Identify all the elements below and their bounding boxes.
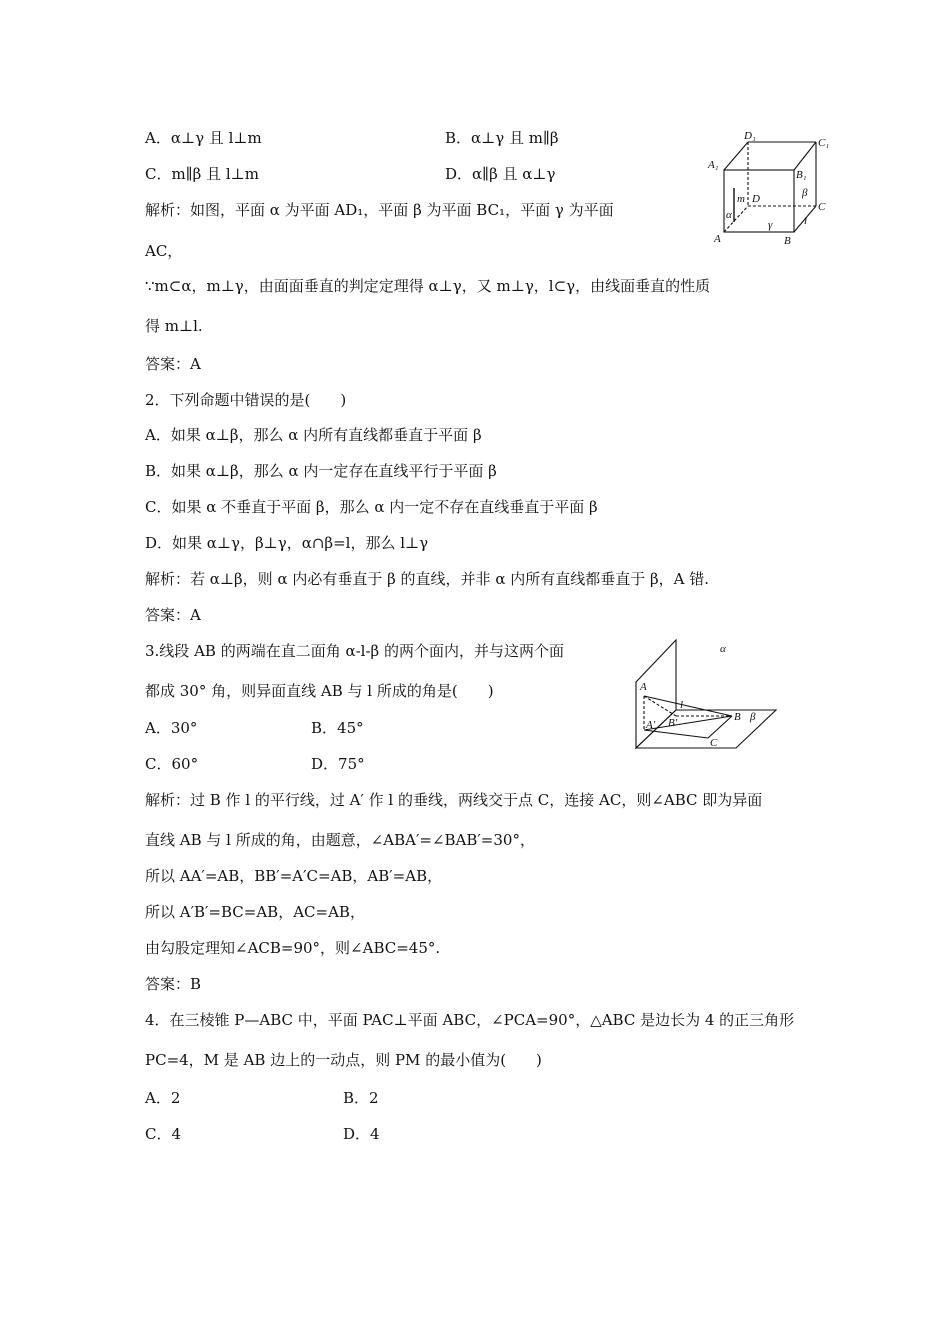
q4-option-c: C．4 [145, 1125, 182, 1143]
q4-option-d: D．4 [343, 1125, 380, 1143]
q3-option-a: A．30° [145, 719, 198, 737]
q3-stem-line1: 3.线段 AB 的两端在直二面角 α-l-β 的两个面内，并与这两个面 [145, 642, 564, 660]
q3-analysis-line2: 直线 AB 与 l 所成的角，由题意，∠ABA′=∠BAB′=30°， [145, 831, 535, 849]
q3-option-b: B．45° [311, 719, 364, 737]
q1-answer: 答案：A [145, 355, 201, 373]
q4-stem-line1: 4．在三棱锥 P—ABC 中，平面 PAC⊥平面 ABC，∠PCA=90°，△ABC 是边长为 4 的正三角形 [145, 1011, 795, 1029]
q1-analysis-line3: ∵m⊂α，m⊥γ，由面面垂直的判定定理得 α⊥γ，又 m⊥γ，l⊂γ，由线面垂直的性质 [145, 277, 711, 295]
q1-fig-label-l: l [804, 215, 808, 227]
q3-option-d: D．75° [311, 755, 365, 773]
q3-fig-label-c: C [710, 737, 718, 749]
q3-analysis-line1: 解析：过 B 作 l 的平行线，过 A′ 作 l 的垂线，两线交于点 C，连接 AC，则∠ABC 即为异面 [145, 791, 763, 809]
q1-fig-label-d: D [752, 193, 760, 205]
q1-fig-label-d1: D₁ [744, 130, 756, 142]
q1-option-b: B．α⊥γ 且 m∥β [445, 129, 559, 147]
q3-dihedral-figure [628, 638, 778, 754]
q3-fig-label-b: B [734, 711, 741, 723]
q3-fig-label-alpha: α [720, 643, 726, 655]
q1-option-a: A．α⊥γ 且 l⊥m [145, 129, 262, 147]
q1-fig-label-beta: β [802, 187, 808, 199]
q1-fig-label-c1: C₁ [818, 137, 830, 149]
q1-fig-label-alpha: α [726, 209, 732, 221]
q1-analysis-line2: AC， [145, 242, 183, 260]
q1-fig-label-a1: A₁ [708, 159, 719, 171]
q2-option-c: C．如果 α 不垂直于平面 β，那么 α 内一定不存在直线垂直于平面 β [145, 498, 598, 516]
q3-fig-label-beta: β [750, 711, 756, 723]
q1-fig-label-c: C [818, 201, 826, 213]
q3-answer: 答案：B [145, 975, 202, 993]
q1-cube-figure [700, 130, 835, 248]
q4-stem-line2: PC=4，M 是 AB 边上的一动点，则 PM 的最小值为( ) [145, 1051, 542, 1069]
q1-fig-label-b1: B₁ [796, 169, 807, 181]
q2-stem: 2．下列命题中错误的是( ) [145, 391, 347, 409]
q3-analysis-line4: 所以 A′B′=BC=AB，AC=AB， [145, 903, 365, 921]
q2-answer: 答案：A [145, 606, 201, 624]
q1-fig-label-a: A [714, 233, 721, 245]
q1-analysis-line1: 解析：如图，平面 α 为平面 AD₁，平面 β 为平面 BC₁，平面 γ 为平面 [145, 201, 614, 219]
q1-fig-label-gamma: γ [768, 219, 773, 231]
q1-option-d: D．α∥β 且 α⊥γ [445, 165, 556, 183]
q2-analysis: 解析：若 α⊥β，则 α 内必有垂直于 β 的直线，并非 α 内所有直线都垂直于 β，A 错. [145, 570, 710, 588]
q1-fig-label-b: B [784, 235, 791, 247]
q1-analysis-line4: 得 m⊥l. [145, 317, 203, 335]
q3-fig-label-l: l [680, 699, 684, 711]
q4-option-a: A．2 [145, 1089, 181, 1107]
q1-option-c: C．m∥β 且 l⊥m [145, 165, 259, 183]
q1-fig-label-m: m [737, 193, 745, 205]
q3-analysis-line5: 由勾股定理知∠ACB=90°，则∠ABC=45°. [145, 939, 441, 957]
q3-fig-label-a-prime: A′ [646, 719, 656, 731]
q3-option-c: C．60° [145, 755, 199, 773]
q2-option-d: D．如果 α⊥γ，β⊥γ，α∩β=l，那么 l⊥γ [145, 534, 429, 552]
q2-option-b: B．如果 α⊥β，那么 α 内一定存在直线平行于平面 β [145, 462, 497, 480]
q3-stem-line2: 都成 30° 角，则异面直线 AB 与 l 所成的角是( ) [145, 682, 494, 700]
q4-option-b: B．2 [343, 1089, 379, 1107]
q3-fig-label-b-prime: B′ [668, 717, 678, 729]
q3-analysis-line3: 所以 AA′=AB，BB′=A′C=AB，AB′=AB， [145, 867, 443, 885]
q3-fig-label-a: A [640, 681, 647, 693]
q2-option-a: A．如果 α⊥β，那么 α 内所有直线都垂直于平面 β [145, 426, 482, 444]
